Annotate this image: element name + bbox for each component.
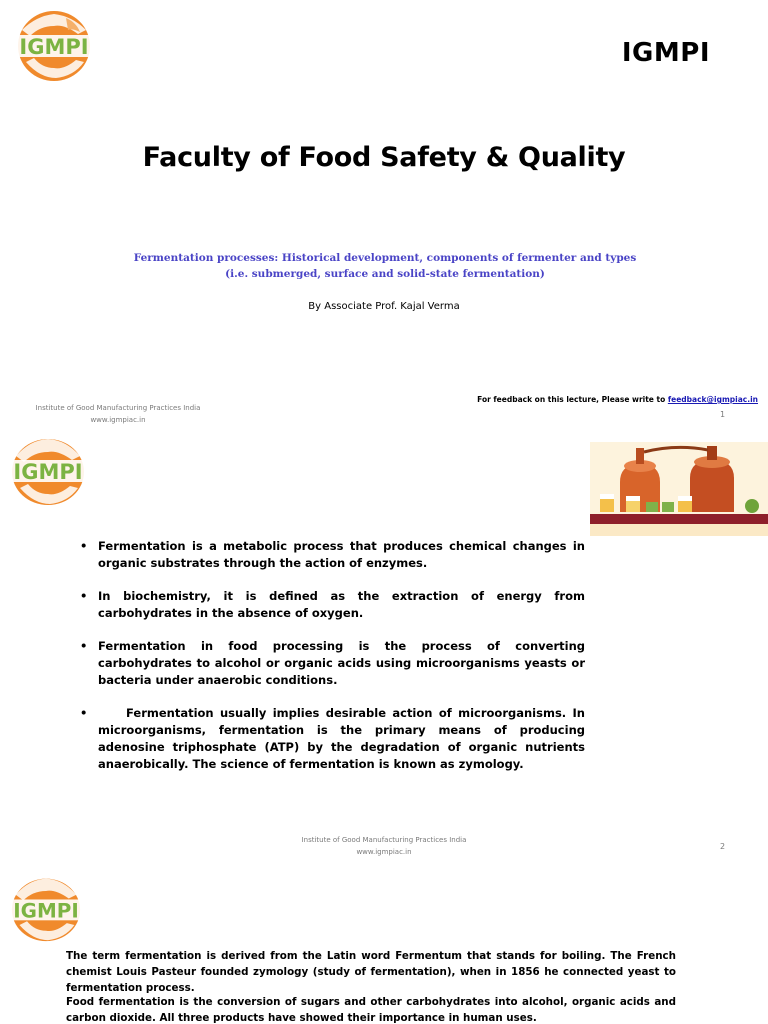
- slide-2: [0, 430, 768, 860]
- igmpi-logo: [0, 430, 96, 506]
- svg-text:IGMPI: IGMPI: [13, 460, 83, 484]
- footer-institute-block: [18, 402, 218, 426]
- globe-logo-icon: [0, 430, 96, 506]
- paragraph: Food fermentation is the conversion of sugars and other carbohydrates into alcohol, organic acids and carbon dioxide. All three products have showed their importance in human uses.: [66, 996, 676, 1024]
- bullet-text: Fermentation usually implies desirable action of microorganisms. In microorganisms, fermentation is the primary means of producing adenosine triphosphate (ATP) by the degradation of organic nutrients anaerobically. The science of fermentation is known as zymology.: [98, 706, 585, 771]
- bullet-dot: •: [80, 539, 88, 553]
- lecture-subtitle: Fermentation processes: Historical development, components of fermenter and types (i.e. submerged, surface and solid-state fermentation): [133, 252, 637, 280]
- bullet-dot: •: [80, 589, 88, 603]
- footer-institute-name: Institute of Good Manufacturing Practices India: [35, 404, 201, 412]
- list-item: [74, 638, 585, 689]
- bullet-dot: •: [80, 639, 88, 653]
- bullet-list: [74, 538, 585, 789]
- page-title: Faculty of Food Safety & Quality: [142, 142, 626, 173]
- page-number: 1: [720, 410, 726, 419]
- svg-text:IGMPI: IGMPI: [13, 899, 79, 923]
- brewery-illustration-icon: [590, 442, 768, 536]
- bullet-text: Fermentation is a metabolic process that produces chemical changes in organic substrates through the action of enzymes.: [98, 539, 585, 570]
- brand-name: IGMPI: [621, 38, 710, 68]
- bullet-text: In biochemistry, it is defined as the extraction of energy from carbohydrates in the absence of oxygen.: [98, 589, 585, 620]
- globe-logo-icon: [0, 872, 92, 944]
- slide-3: [0, 860, 768, 1024]
- feedback-line: [477, 395, 758, 404]
- list-item: [74, 588, 585, 622]
- list-item: [74, 705, 585, 773]
- svg-text:IGMPI: IGMPI: [19, 35, 89, 59]
- slide-1: [0, 0, 768, 430]
- paragraph: The term fermentation is derived from the Latin word Fermentum that stands for boiling. The French chemist Louis Pasteur founded zymology (study of fermentation), when in 1856 he connected yeast to fermentation process.: [66, 950, 676, 994]
- page-number: 2: [720, 842, 726, 851]
- feedback-email-link[interactable]: feedback@igmpiac.in: [667, 395, 758, 404]
- bullet-dot: •: [80, 706, 88, 720]
- list-item: [74, 538, 585, 572]
- footer-institute-block: [284, 834, 484, 858]
- feedback-text: For feedback on this lecture, Please write to: [477, 395, 666, 404]
- brewery-illustration: [590, 442, 768, 536]
- footer-website: www.igmpiac.in: [90, 416, 146, 424]
- footer-website: www.igmpiac.in: [356, 848, 412, 856]
- igmpi-logo: [6, 8, 102, 84]
- igmpi-logo: [0, 872, 92, 944]
- globe-logo-icon: [6, 8, 102, 84]
- footer-institute-name: Institute of Good Manufacturing Practices India: [301, 836, 467, 844]
- author-line: By Associate Prof. Kajal Verma: [308, 301, 460, 312]
- bullet-text: Fermentation in food processing is the process of converting carbohydrates to alcohol or organic acids using microorganisms yeasts or bacteria under anaerobic conditions.: [98, 639, 585, 687]
